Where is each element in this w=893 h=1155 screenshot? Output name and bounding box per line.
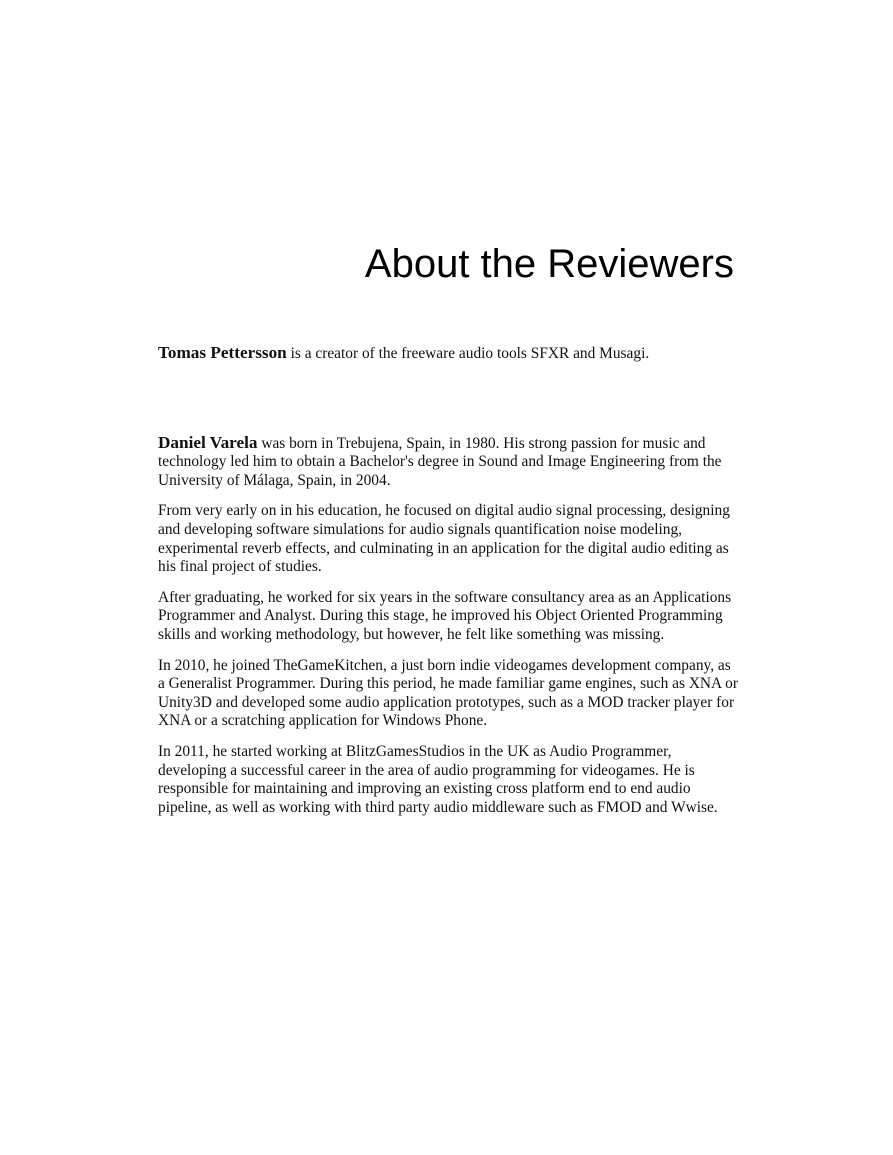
reviewer-daniel-career-paragraph: After graduating, he worked for six years in the software consultancy area as an Applications Programmer and Analyst. During this stage, he improved his Object Oriented Programming skills and working methodology, but however, he felt like something was missing. xyxy=(158,588,732,643)
reviewer-daniel-bio-text: was born in Trebujena, Spain, in 1980. His strong passion for music and technology led him to obtain a Bachelor's degree in Sound and Image Engineering from the University of Málaga, Spain, in 2004. xyxy=(158,434,722,489)
reviewer-daniel-gamekitchen-paragraph: In 2010, he joined TheGameKitchen, a just born indie videogames development company, as a Generalist Programmer. During this period, he made familiar game engines, such as XNA or Unity3D and developed some audio application prototypes, such as a MOD tracker player for XNA or a scratching application for Windows Phone. xyxy=(158,656,738,730)
reviewer-name-tomas: Tomas Pettersson xyxy=(158,343,287,362)
reviewer-tomas-bio-text: is a creator of the freeware audio tools SFXR and Musagi. xyxy=(286,345,650,362)
reviewer-name-daniel: Daniel Varela xyxy=(158,432,258,452)
reviewer-daniel-blitz-paragraph: In 2011, he started working at BlitzGamesStudios in the UK as Audio Programmer, developing a successful career in the area of audio programming for videogames. He is responsible for maintaining and improving an existing cross platform end to end audio pipeline, as well as working with third party audio middleware such as FMOD and Wwise. xyxy=(158,742,718,816)
reviewer-tomas-bio xyxy=(158,344,738,364)
page-title: About the Reviewers xyxy=(364,242,734,286)
reviewers-section xyxy=(158,344,738,817)
reviewer-daniel-bio-intro xyxy=(158,434,738,491)
reviewer-daniel-education-paragraph: From very early on in his education, he focused on digital audio signal processing, designing and developing software simulations for audio signals quantification noise modeling, experimental reverb effects, and culminating in an application for the digital audio editing as his final project of studies. xyxy=(158,502,730,576)
